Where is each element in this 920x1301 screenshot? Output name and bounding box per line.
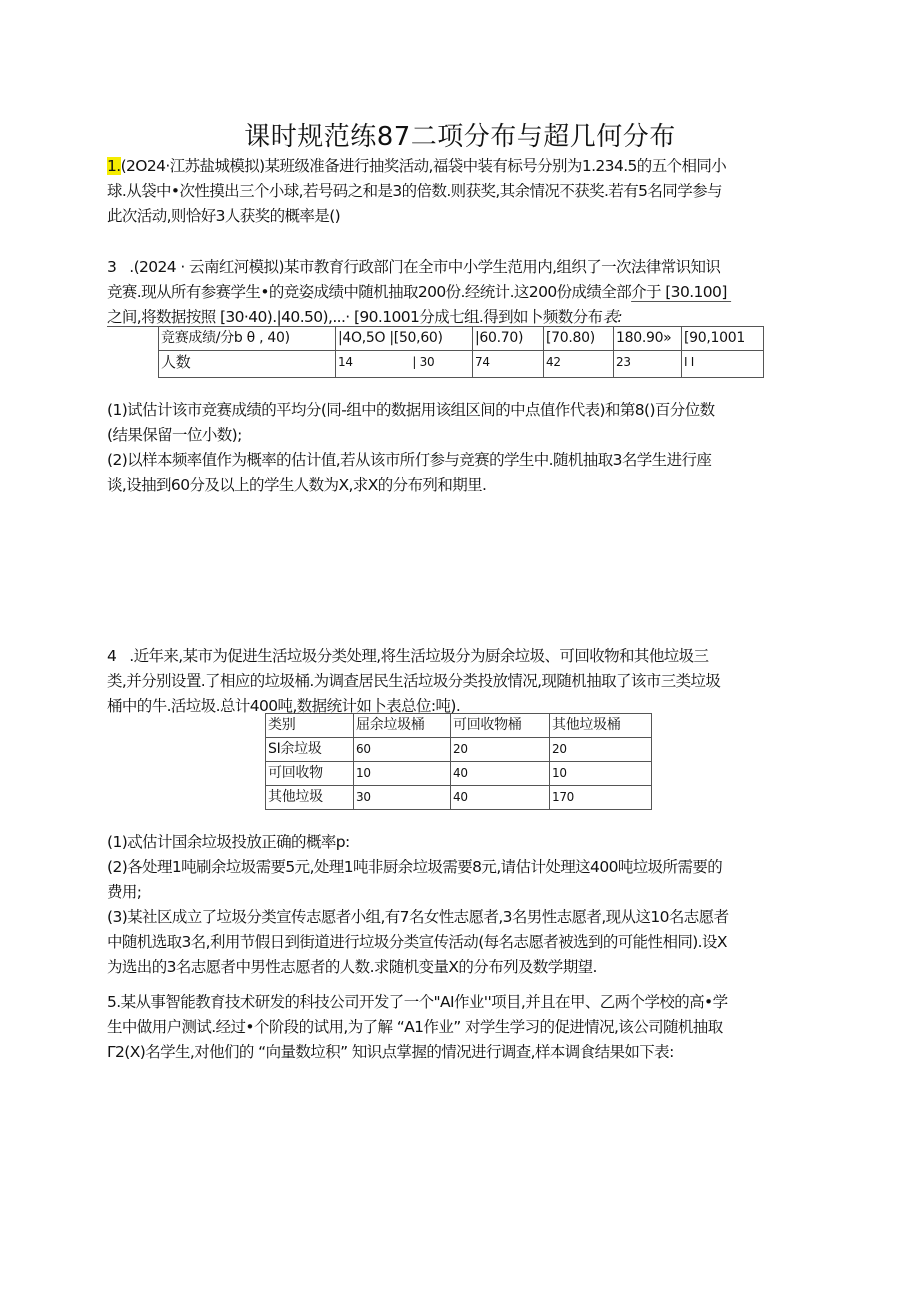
table-cell: 60 xyxy=(354,738,451,762)
table-cell: 类别 xyxy=(266,714,354,738)
table-cell: 170 xyxy=(550,786,652,810)
table-row xyxy=(266,786,652,810)
table-cell: 42 xyxy=(544,351,614,378)
question-5 xyxy=(107,990,819,1065)
table-cell: 可回收物 xyxy=(266,762,354,786)
table-header-row xyxy=(266,714,652,738)
question-3-line-2: 竞赛.现从所有参赛学生•的竞姿成绩中随机抽取200份.经统计.这200份成绩全部介于 [30.100] xyxy=(107,283,732,301)
table-cell: 屈余垃圾桶 xyxy=(354,714,451,738)
table-cell: 23 xyxy=(614,351,682,378)
question-5-line-1: 5.某从事智能教育技术研发的科技公司开发了一个"AI作业''项目,并且在甲、乙两个学校的高•学 xyxy=(107,993,728,1011)
table-cell: 40 xyxy=(451,762,550,786)
table-cell: SI余垃圾 xyxy=(266,738,354,762)
table-cell: 180.90» xyxy=(614,327,682,351)
score-frequency-table xyxy=(158,326,764,378)
question-1-line-3: 此次活动,则恰好3人获奖的概率是() xyxy=(107,207,341,225)
underlined-text: 介于 [30.100] xyxy=(631,283,732,301)
subpart-line: (1)忒估计国余垃圾投放正确的概率p: xyxy=(107,833,350,851)
question-1 xyxy=(107,154,819,229)
table-row xyxy=(159,351,764,378)
subpart-line: (1)试估计该市竞赛成绩的平均分(同-组中的数据用该组区间的中点值作代表)和第8()百分位数 xyxy=(107,401,715,419)
table-header-row xyxy=(159,327,764,351)
underlined-text: 之间,将数据按照 [30·40).|40.50),...· [90.1001分成七组.得到如卜频数分布 xyxy=(107,308,603,326)
question-4-subparts xyxy=(107,830,819,980)
table-cell: 40 xyxy=(451,786,550,810)
table-cell: 竞赛成绩/分b θ , 40) xyxy=(159,327,336,351)
table-cell: 10 xyxy=(550,762,652,786)
table-cell: 20 xyxy=(550,738,652,762)
table-cell: 20 xyxy=(451,738,550,762)
subpart-line: (2)各处理1吨刷余垃圾需要5元,处理1吨非厨余垃圾需要8元,请估计处理这400吨垃圾所需要的 xyxy=(107,858,723,876)
table-cell: |60.70) xyxy=(473,327,544,351)
question-4-line-3: 桶中的牛.活垃圾.总计400吨,数据统计如卜表总位:吨). xyxy=(107,697,461,715)
question-3-subparts xyxy=(107,398,819,498)
table-cell: 30 xyxy=(354,786,451,810)
question-1-line-1: 1.(2O24·江苏盐城模拟)某班级准备进行抽奖活动,福袋中装有标号分别为1.234.5的五个相同小 xyxy=(107,157,727,175)
question-4 xyxy=(107,644,819,719)
table-cell: [90,1001 xyxy=(682,327,764,351)
subpart-line: (3)某社区成立了垃圾分类宣传志愿者小组,有7名女性志愿者,3名男性志愿者,现从这10名志愿者 xyxy=(107,908,729,926)
table-cell: 14 | 30 xyxy=(336,351,473,378)
table-cell: 10 xyxy=(354,762,451,786)
table-cell: [70.80) xyxy=(544,327,614,351)
table-row xyxy=(266,738,652,762)
table-cell: 可回收物桶 xyxy=(451,714,550,738)
subpart-line: 为选出的3名志愿者中男性志愿者的人数.求随机变量X的分布列及数学期望. xyxy=(107,958,597,976)
page-title: 课时规范练87二项分布与超几何分布 xyxy=(244,122,676,152)
question-4-line-1: 4 .近年来,某市为促进生活垃圾分类处理,将生活垃圾分为厨余垃圾、可回收物和其他垃圾三 xyxy=(107,647,709,665)
question-3 xyxy=(107,255,819,330)
subpart-line: 费用; xyxy=(107,883,142,901)
question-3-line-1: 3 .(2024 · 云南红河模拟)某市教育行政部门在全市中小学生范用内,组织了一次法律常识知识 xyxy=(107,258,721,276)
table-cell: 人数 xyxy=(159,351,336,378)
table-cell: I I xyxy=(682,351,764,378)
subpart-line: 谈,设抽到60分及以上的学生人数为X,求X的分布列和期里. xyxy=(107,476,487,494)
garbage-classification-table xyxy=(265,713,652,810)
question-5-line-2: 生中做用户测试.经过•个阶段的试用,为了解 “A1作业” 对学生学习的促进情况,该公司随机抽取 xyxy=(107,1018,723,1036)
subpart-line: 中随机选取3名,利用节假日到街道进行垃圾分类宣传活动(每名志愿者被选到的可能性相同).设X xyxy=(107,933,727,951)
table-cell: |4O,5O |[50,60) xyxy=(336,327,473,351)
table-cell: 其他垃圾 xyxy=(266,786,354,810)
subpart-line: (2)以样本频率值作为概率的估计值,若从该市所仃参与竞赛的学生中.随机抽取3名学生进行座 xyxy=(107,451,712,469)
question-4-line-2: 类,并分别设置.了相应的垃圾桶.为调查居民生活垃圾分类投放情况,现随机抽取了该市三类垃圾 xyxy=(107,672,721,690)
question-3-line-3: 之间,将数据按照 [30·40).|40.50),...· [90.1001分成七组.得到如卜频数分布表: xyxy=(107,308,622,326)
question-number-highlight: 1. xyxy=(107,157,121,175)
table-cell: 74 xyxy=(473,351,544,378)
question-5-line-3: Γ2(X)名学生,对他们的 “向量数垃积” 知识点掌握的情况进行调查,样本调食结果如下表: xyxy=(107,1043,674,1061)
subpart-line: (结果保留一位小数); xyxy=(107,426,242,444)
table-cell: 其他垃圾桶 xyxy=(550,714,652,738)
question-1-line-2: 球.从袋中•次性摸出三个小球,若号码之和是3的倍数.则获奖,其余情况不获奖.若有5名同学参与 xyxy=(107,182,722,200)
table-row xyxy=(266,762,652,786)
